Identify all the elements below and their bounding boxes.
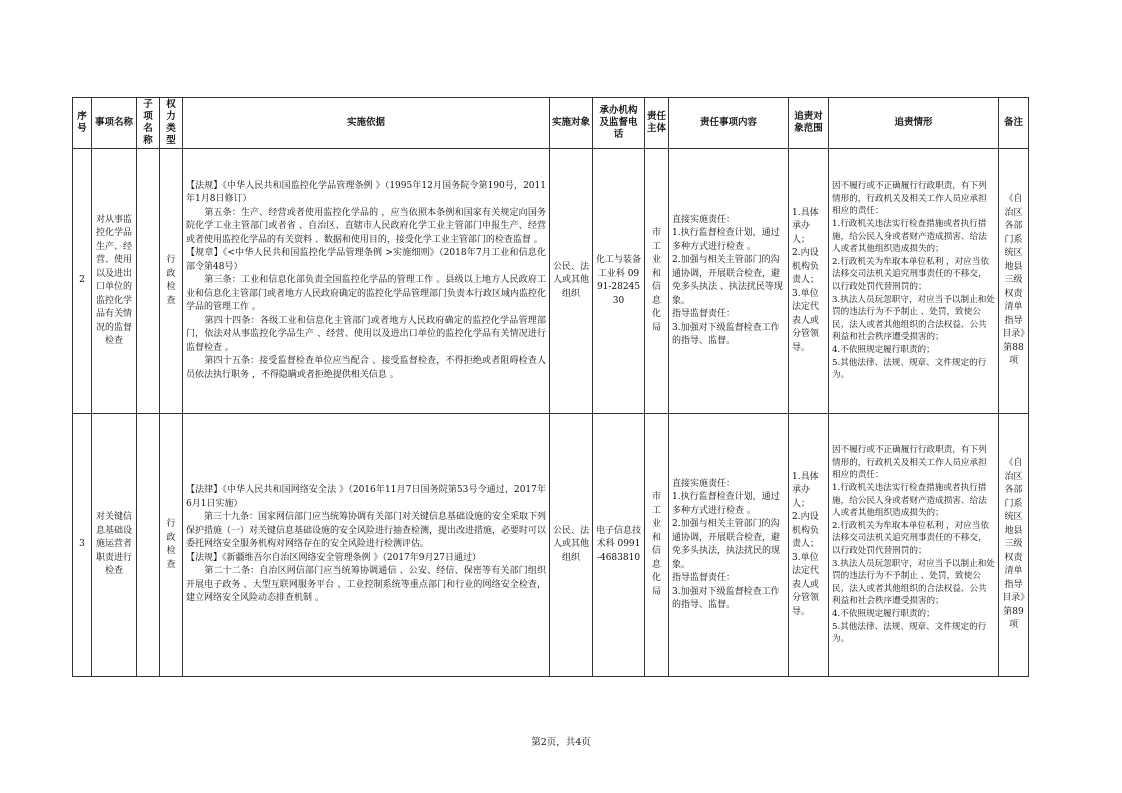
basis-paragraph: 第四十五条：接受监督检查单位应当配合 、接受监督检查，不得拒绝或者阻碍检查人员依法执行职务 ，不得隐瞒或者拒绝提供相关信息 。 [186,356,546,380]
header-item: 事项名称 [92,98,137,149]
cell-subitem [137,149,160,414]
cell-duty: 直接实施责任： 1.执行监督检查计划，通过多种方式进行检查 。 2.加强与相关主管部门的沟通协调，开展联合检查，避免多头执法，执法扰民的现象。 指导监督责任： 3.加强对下级监督检查工作的指导、监督。 [669,414,789,677]
header-row [73,98,1029,149]
cell-target: 公民、法人或其他组织 [550,149,593,414]
duty-list-table [72,97,1029,677]
header-remark: 备注 [999,98,1029,149]
cell-situation: 因不履行或不正确履行行政职责，有下列情形的，行政机关及相关工作人员应承担相应的责任： 1.行政机关违法实行检查措施或者执行措施，给公民人身或者财产造成损害、给法人或者其他组织造成损失的； 2.行政机关为牟取本单位私利 ，对应当依法移交司法机关追究刑事责任的不移交，以行政处罚代替刑罚的； 3.执法人员玩忽职守，对应当予以制止和处罚的违法行为不予制止 、处罚，致使公民、法人或者其他组织的合法权益、公共利益和社会秩序遭受损害的； 4.不依照规定履行职责的； 5.其他法律、法规、规章、文件规定的行为。 [829,414,999,677]
basis-paragraph: 【法规】《中华人民共和国监控化学品管理条例 》（1995年12月国务院令第190号，2011年1月8日修订） [186,180,546,205]
header-situation: 追责情形 [829,98,999,149]
cell-subject: 市工业和信息化局 [645,149,669,414]
cell-scope: 1.具体承办人； 2.内设机构负责人； 3.单位法定代表人或分管领导。 [789,414,829,677]
cell-item: 对关键信息基础设施运营者职责进行检查 [92,414,137,677]
basis-paragraph: 第三条：工业和信息化部负责全国监控化学品的管理工作 。县级以上地方人民政府工业和信息化主管部门或者地方人民政府确定的监控化学品管理部门负责本行政区域内监控化学品的管理工作 。 [186,275,547,313]
cell-item: 对从事监控化学品生产、经营、使用以及进出口单位的监控化学品有关情况的监督检查 [92,149,137,414]
header-seq: 序号 [73,98,92,149]
cell-remark: 《自治区各部门系统区地县三级权责清单指导目录》第89项 [999,414,1029,677]
cell-remark: 《自治区各部门系统区地县三级权责清单指导目录》第88项 [999,149,1029,414]
header-subject: 责任主体 [645,98,669,149]
basis-paragraph: 【法律】《中华人民共和国网络安全法 》（2016年11月7日国务院第53号令通过，2017年6月1日实施） [186,485,546,509]
cell-basis [183,414,550,677]
cell-ptype: 行政检查 [160,414,183,677]
table-row [73,414,1029,677]
cell-duty: 直接实施责任： 1.执行监督检查计划，通过多种方式进行检查 。 2.加强与相关主管部门的沟通协调，开展联合检查，避免多头执法 、执法扰民等现象。 指导监督责任： 3.加强对下级监督检查工作的指导、监督。 [669,149,789,414]
cell-seq: 3 [73,414,92,677]
cell-agency: 化工与装备工业科 0991-2824530 [593,149,645,414]
basis-paragraph: 第四十四条：各级工业和信息化主管部门或者地方人民政府确定的监控化学品管理部门，依法对从事监控化学品生产 、经营、使用以及进出口单位的监控化学品有关情况进行监督检查 。 [186,315,546,353]
basis-paragraph: 第五条：生产、经营或者使用监控化学品的 ，应当依照本条例和国家有关规定向国务院化学工业主管部门或者省 、自治区、直辖市人民政府化学工业主管部门申报生产、经营或者使用监控化学品的有关资料 、数据和使用目的，接受化学工业主管部门的检查监督 。 [186,207,546,245]
header-basis: 实施依据 [183,98,550,149]
basis-paragraph: 第三十九条：国家网信部门应当统筹协调有关部门对关键信息基础设施的安全采取下列保护措施（一）对关键信息基础设施的安全风险进行抽查检测，提出改进措施，必要时可以委托网络安全服务机构对网络存在的安全风险进行检测评估。 [186,512,547,550]
basis-paragraph: 第二十二条：自治区网信部门应当统筹协调通信 、公安、经信、保密等有关部门组织开展电子政务 、大型互联网服务平台 、工业控制系统等重点部门和行业的网络安全检查，建立网络安全风险动态排查机制 。 [186,566,546,604]
basis-paragraph: 【规章】《<中华人民共和国监控化学品管理条例 >实施细则》（2018年7月工业和信息化部令第48号） [186,248,546,272]
header-target: 实施对象 [550,98,593,149]
table-row [73,149,1029,414]
cell-seq: 2 [73,149,92,414]
header-ptype: 权力类型 [160,98,183,149]
header-duty: 责任事项内容 [669,98,789,149]
cell-situation: 因不履行或不正确履行行政职责，有下列情形的，行政机关及相关工作人员应承担相应的责任： 1.行政机关违法实行检查措施或者执行措施，给公民人身或者财产造成损害、给法人或者其他组织造成损失的； 2.行政机关为牟取本单位私利 ，对应当依法移交司法机关追究刑事责任的不移交，以行政处罚代替刑罚的； 3.执法人员玩忽职守，对应当予以制止和处罚的违法行为不予制止 、处罚，致使公民、法人或者其他组织的合法权益、公共利益和社会秩序遭受损害的； 4.不依照规定履行职责的； 5.其他法律、法规、规章、文件规定的行为。 [829,149,999,414]
page-footer: 第2页，共4页 [531,737,591,748]
cell-basis [183,149,550,414]
cell-ptype: 行政检查 [160,149,183,414]
cell-subject: 市工业和信息化局 [645,414,669,677]
cell-subitem [137,414,160,677]
header-subitem: 子项名称 [137,98,160,149]
header-agency: 承办机构及监督电话 [593,98,645,149]
cell-target: 公民、法人或其他组织 [550,414,593,677]
header-scope: 追责对象范围 [789,98,829,149]
basis-paragraph: 【法规】《新疆维吾尔自治区网络安全管理条例 》（2017年9月27日通过） [186,552,481,563]
cell-agency: 电子信息技术科 0991-4683810 [593,414,645,677]
cell-scope: 1.具体承办人； 2.内设机构负责人； 3.单位法定代表人或分管领导。 [789,149,829,414]
